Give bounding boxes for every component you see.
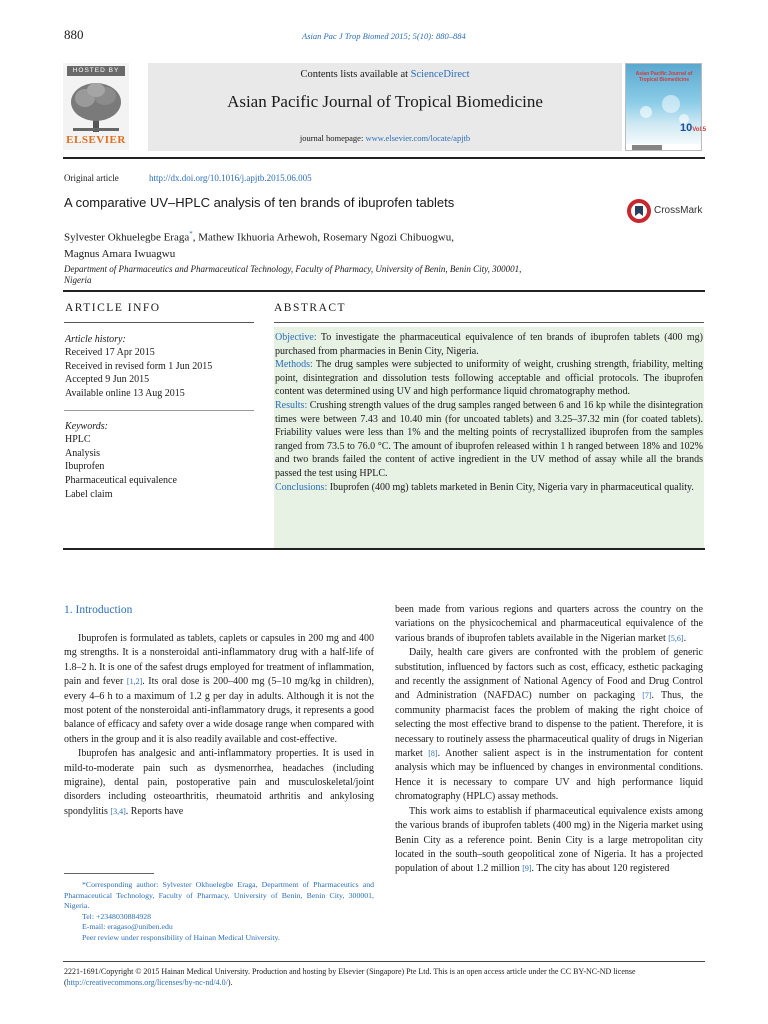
keyword-item: HPLC <box>65 434 91 445</box>
elsevier-tree-icon <box>67 80 125 134</box>
body-column-left <box>64 632 374 819</box>
section-rule-top <box>63 290 705 292</box>
objective-label: Objective: <box>275 332 317 343</box>
paragraph-text: Ibuprofen is formulated as tablets, caplets or capsules in 200 mg and 400 mg strengths. It is a nonsteroidal anti-inflammatory drug with a half-life of 1.8–2 h. It is one of the safest drugs employed for treatment of inflammation, pain and fever <box>64 633 374 688</box>
paragraph-text: . The city has about 120 registered <box>531 863 670 875</box>
keywords-label: Keywords: <box>65 421 108 432</box>
authors <box>64 226 604 262</box>
keyword-item: Pharmaceutical equivalence <box>65 475 177 486</box>
keyword-item: Label claim <box>65 489 113 500</box>
article-type: Original article <box>64 173 119 183</box>
citation-link[interactable]: [8] <box>428 749 438 759</box>
accepted-date: Accepted 9 Jun 2015 <box>65 374 150 385</box>
keywords-rule <box>64 410 254 411</box>
affiliation <box>64 264 664 286</box>
abstract-body <box>275 331 703 494</box>
methods-text: The drug samples were subjected to uniformity of weight, crushing strength, friability, melting point, disintegration and dissolution tests following acceptable and official protocols. The ibuprofen content was determined using UV and high performance liquid chromatography method. <box>275 359 703 398</box>
online-date: Available online 13 Aug 2015 <box>65 388 185 399</box>
paragraph <box>395 805 703 877</box>
paragraph <box>395 646 703 804</box>
affiliation-line-2: Nigeria <box>64 275 92 285</box>
corresponding-mark[interactable]: * <box>189 230 193 238</box>
paragraph-text: . Thus, the community pharmacist faces the problem of making the right choice of selecting the most effective brand to dispense to the patient. Therefore, it is necessary to routinely assess the pharmaceutical quality of drugs in Nigerian market <box>395 690 703 760</box>
copyright-rule <box>63 961 705 962</box>
cover-volume-sub: Vol.5 <box>692 127 707 133</box>
affiliation-line-1: Department of Pharmaceutics and Pharmaceutical Technology, Faculty of Pharmacy, University of Benin, Benin City, 300001, <box>64 264 522 274</box>
paragraph <box>395 603 703 646</box>
body-column-right <box>395 603 703 877</box>
authors-rest: , Mathew Ikhuoria Arhewoh, Rosemary Ngozi Chibuogwu, <box>192 231 454 244</box>
paragraph-text: . Reports have <box>125 805 184 817</box>
paragraph-text: . Its oral dose is 200–400 mg (5–10 mg/kg in children), every 4–6 h to a maximum of 1.2 g per day in adults. Although it is not the most potent of the nonsteroidal anti-inflammatory drugs, it represents a good balance of efficacy and safety over a wide dosage range when compared with others in the group and it is also readily available and cost-effective. <box>64 676 374 745</box>
article-title: A comparative UV–HPLC analysis of ten brands of ibuprofen tablets <box>64 195 455 210</box>
revised-date: Received in revised form 1 Jun 2015 <box>65 361 213 372</box>
paragraph-text: This work aims to establish if pharmaceutical equivalence exists among the various brands of ibuprofen tablets (400 mg) in the Nigeria market using Benin City as a reference point. Benin City is a large metropolitan city located in the south–south geopolitical zone of Nigeria. It has a projected population of about 1.2 million <box>395 805 703 875</box>
masthead-rule <box>63 157 705 159</box>
citation-link[interactable]: [1,2] <box>126 677 143 687</box>
footnote-email[interactable]: E-mail: eragaso@uniben.edu <box>82 922 173 932</box>
journal-title: Asian Pacific Journal of Tropical Biomedicine <box>227 92 543 111</box>
footnote-rule <box>64 873 154 874</box>
objective-text: To investigate the pharmaceutical equivalence of ten brands of ibuprofen tablets (400 mg) purchased from pharmacies in Benin City, Nigeria. <box>275 332 703 357</box>
paragraph <box>64 747 374 819</box>
article-info-heading: ARTICLE INFO <box>65 302 161 314</box>
elsevier-logo[interactable]: ELSEVIER <box>66 134 126 146</box>
footnotes <box>64 880 374 944</box>
authors-line-2: Magnus Amara Iwuagwu <box>64 247 176 260</box>
footnote-peer-review: Peer review under responsibility of Hainan Medical University. <box>82 932 280 942</box>
abstract-heading: ABSTRACT <box>274 302 347 314</box>
footnote-tel: Tel: +2348030884928 <box>82 911 152 921</box>
crossmark-label: CrossMark <box>654 205 703 216</box>
paragraph <box>64 632 374 747</box>
article-info-rule <box>64 322 254 323</box>
contents-line <box>148 69 622 80</box>
citation-link[interactable]: [5,6] <box>668 633 684 643</box>
crossmark-badge[interactable] <box>626 197 706 225</box>
page-number: 880 <box>64 27 84 42</box>
license-link[interactable]: http://creativecommons.org/licenses/by-nc-nd/4.0/ <box>66 978 228 987</box>
results-label: Results: <box>275 399 308 411</box>
cover-volume-number: 10 <box>680 122 693 134</box>
running-head: Asian Pac J Trop Biomed 2015; 5(10): 880–884 <box>302 31 466 41</box>
copyright-end: ). <box>227 978 233 987</box>
citation-link[interactable]: [7] <box>642 691 652 701</box>
section-rule-bottom <box>63 548 705 550</box>
sciencedirect-link[interactable]: ScienceDirect <box>410 69 470 80</box>
journal-homepage <box>148 133 622 143</box>
author-corresponding[interactable]: Sylvester Okhuelegbe Eraga <box>64 231 190 244</box>
citation-link[interactable]: [9] <box>522 864 532 874</box>
received-date: Received 17 Apr 2015 <box>65 347 155 358</box>
doi-link[interactable]: http://dx.doi.org/10.1016/j.apjtb.2015.06.005 <box>149 173 312 183</box>
conclusions-label: Conclusions: <box>275 481 328 493</box>
contents-prefix: Contents lists available at <box>300 69 411 80</box>
paragraph-text: Ibuprofen has analgesic and anti-inflammatory properties. It is used in mild-to-moderate pain such as dysmenorrhea, headaches (including migraine), dental pain, postoperative pain and musculoskeletal/joint disorders including osteoarthritis, rheumatoid arthritis and ankylosing spondylitis <box>64 748 374 817</box>
paragraph-text: . <box>683 632 687 644</box>
abstract-rule <box>274 322 704 323</box>
hosted-by-label: HOSTED BY <box>67 66 125 76</box>
paragraph-text: been made from various regions and quarters across the country on the variations on the physicochemical and pharmaceutical equivalence of the various brands of ibuprofen tablets available in the Nigerian market <box>395 604 703 644</box>
copyright-notice <box>64 966 704 988</box>
cover-title: Asian Pacific Journal of Tropical Biomedicine <box>635 71 693 83</box>
paragraph-text: . Another salient aspect is in the instrumentation for content analysis which may be influenced by changes in environmental conditions. Hence it is necessary to compare UV and high performance liquid chromatography (HPLC) assay methods. <box>395 748 704 803</box>
results-text: Crushing strength values of the drug samples ranged between 6 and 16 kp while the disintegration times were between 7.43 and 10.40 min (for uncoated tablets) and 3.25–37.32 min (for coated tablets). Friability values were less than 1% and the melting points of recrystallized ibuprofen from the samples ranged from 73.5 to 76.0 °C. The amount of ibuprofen released within 1 h ranged between 18% and 102% and two brands failed the content of active ingredient in the UV method of assay while all the brands passed the test using HPLC. <box>275 399 703 479</box>
cover-volume <box>680 122 706 134</box>
conclusions-text: Ibuprofen (400 mg) tablets marketed in Benin City, Nigeria vary in pharmaceutical quality. <box>327 481 694 493</box>
keyword-item: Analysis <box>65 448 100 459</box>
corresponding-footnote: *Corresponding author: Sylvester Okhuelegbe Eraga, Department of Pharmaceutics and Pharmaceutical Technology, Faculty of Pharmacy, University of Benin, Benin City, 300001, Nigeria. <box>64 880 374 911</box>
keyword-item: Ibuprofen <box>65 461 105 472</box>
paragraph-text: Daily, health care givers are confronted with the problem of generic substitution, influenced by factors such as cost, efficacy, esthetic packaging and recently the assignment of National Agency of Food and Drug Control and Administration (NAFDAC) number on packaging <box>395 647 703 702</box>
methods-label: Methods: <box>275 359 313 371</box>
copyright-text: 2221-1691/Copyright © 2015 Hainan Medical University. Production and hosting by Elsevier (Singapore) Pte Ltd. This is an open access article under the CC BY-NC-ND license ( <box>64 967 636 987</box>
homepage-prefix: journal homepage: <box>299 133 366 143</box>
section-heading-introduction: 1. Introduction <box>64 604 133 616</box>
history-label: Article history: <box>65 334 126 345</box>
homepage-link[interactable]: www.elsevier.com/locate/apjtb <box>365 133 471 143</box>
citation-link[interactable]: [3,4] <box>110 806 126 816</box>
